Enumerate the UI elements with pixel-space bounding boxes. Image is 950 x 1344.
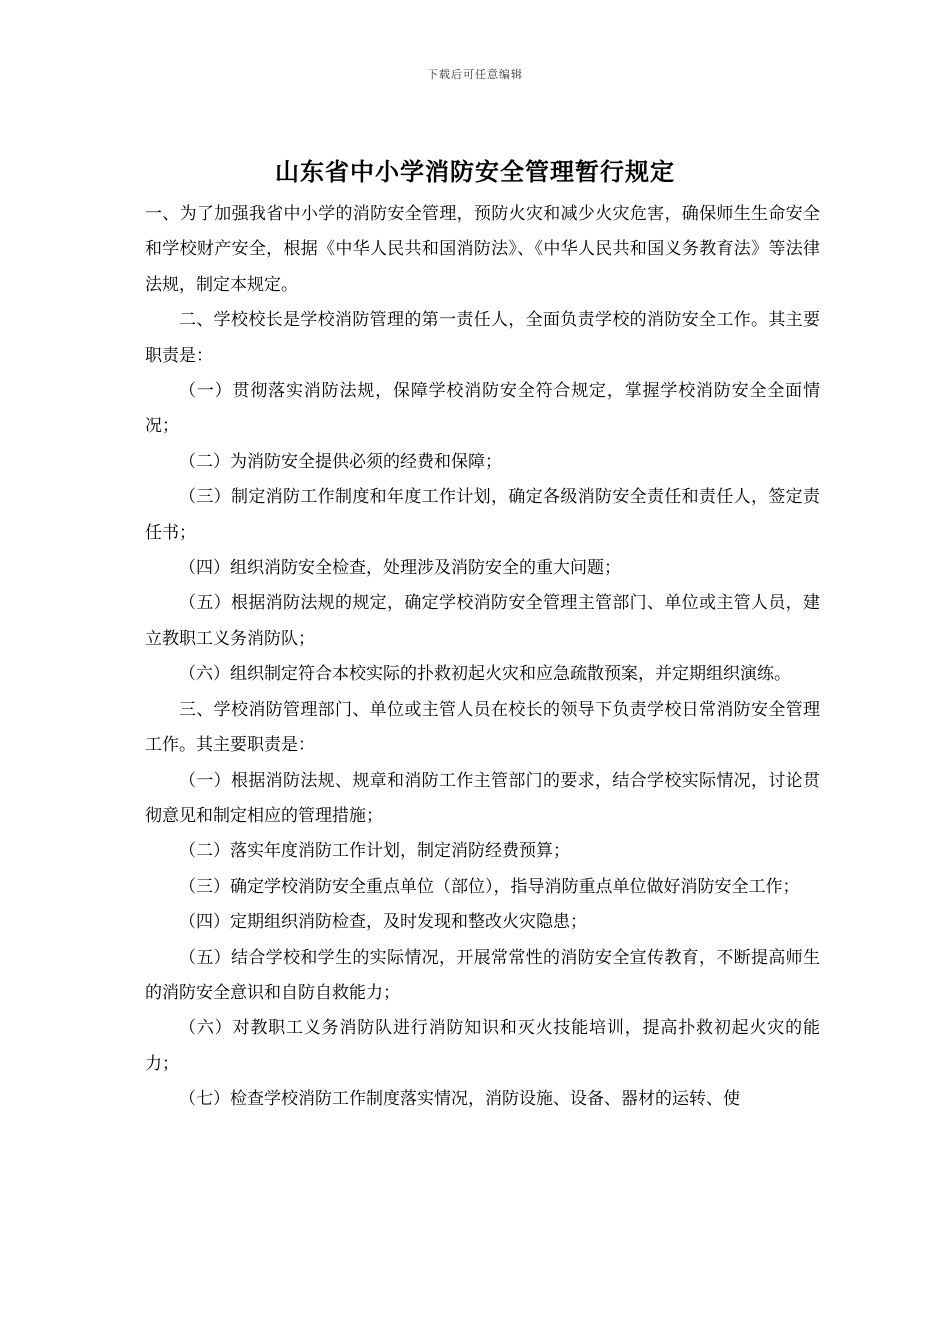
paragraph-6: （四）组织消防安全检查，处理涉及消防安全的重大问题； (179, 558, 621, 579)
paragraph-15: （六）对教职工义务消防队进行消防知识和灭火技能培训，提高扑救初起火灾的能力； (145, 1018, 820, 1074)
paragraph-13: （四）定期组织消防检查，及时发现和整改火灾隐患； (179, 912, 587, 933)
paragraph-4: （二）为消防安全提供必须的经费和保障； (179, 451, 502, 472)
paragraph-1: 一、为了加强我省中小学的消防安全管理，预防火灾和减少火灾危害，确保师生生命安全和学校财产安全，根据《中华人民共和国消防法》、《中华人民共和国义务教育法》等法律法规，制定本规定。 (145, 204, 820, 295)
paragraph-8: （六）组织制定符合本校实际的扑救初起火灾和应急疏散预案，并定期组织演练。 (179, 664, 791, 685)
paragraph-14: （五）结合学校和学生的实际情况，开展常常性的消防安全宣传教育，不断提高师生的消防安全意识和自防自救能力； (145, 947, 820, 1003)
paragraph-5: （三）制定消防工作制度和年度工作计划，确定各级消防安全责任和责任人，签定责任书； (145, 487, 820, 543)
paragraph-7: （五）根据消防法规的规定，确定学校消防安全管理主管部门、单位或主管人员，建立教职工义务消防队； (145, 593, 820, 649)
paragraph-9: 三、学校消防管理部门、单位或主管人员在校长的领导下负责学校日常消防安全管理工作。其主要职责是： (145, 699, 820, 756)
paragraph-10: （一）根据消防法规、规章和消防工作主管部门的要求，结合学校实际情况，讨论贯彻意见和制定相应的管理措施； (145, 770, 820, 826)
document-title: 山东省中小学消防安全管理暂行规定 (275, 157, 675, 186)
paragraph-11: （二）落实年度消防工作计划，制定消防经费预算； (179, 841, 570, 862)
paragraph-12: （三）确定学校消防安全重点单位（部位），指导消防重点单位做好消防安全工作； (179, 876, 800, 897)
paragraph-3: （一）贯彻落实消防法规，保障学校消防安全符合规定，掌握学校消防安全全面情况； (145, 381, 820, 437)
document-body (145, 197, 820, 1118)
paragraph-2: 二、学校校长是学校消防管理的第一责任人，全面负责学校的消防安全工作。其主要职责是： (145, 310, 820, 366)
paragraph-16: （七）检查学校消防工作制度落实情况，消防设施、设备、器材的运转、使 (179, 1089, 740, 1110)
header-note: 下载后可任意编辑 (427, 68, 523, 81)
